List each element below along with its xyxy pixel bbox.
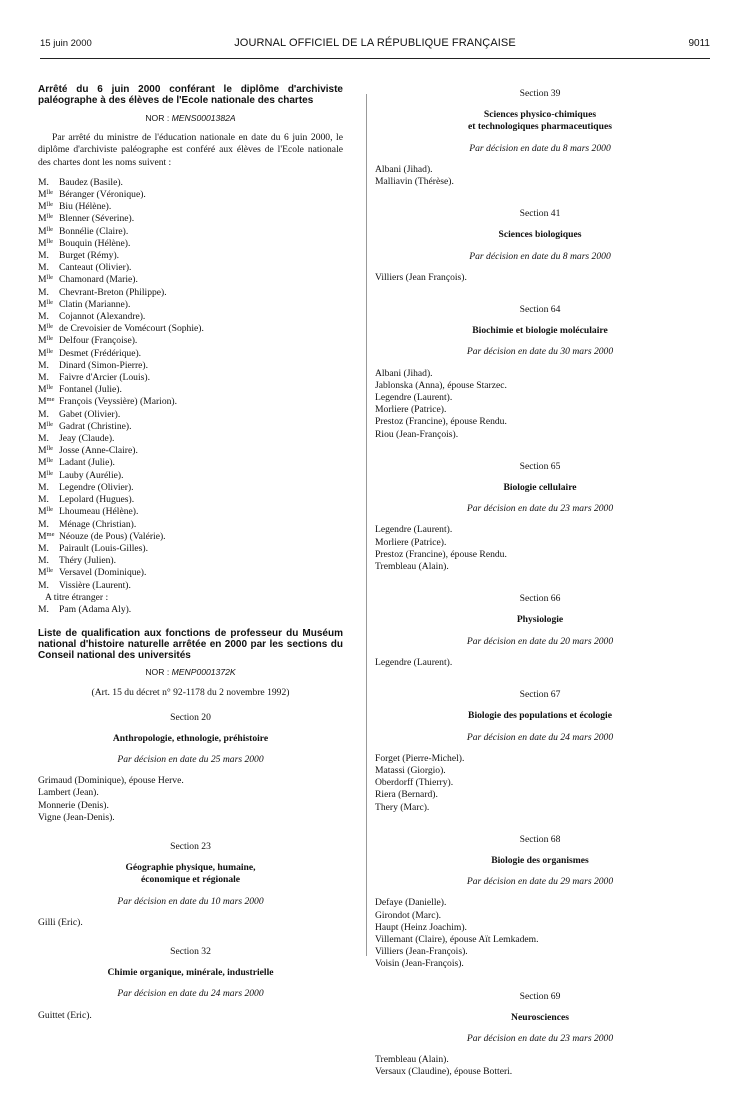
qualified-name: Monnerie (Denis). [38, 799, 109, 811]
civility: M. [38, 372, 49, 384]
laureate-item [38, 421, 343, 433]
qualified-list [375, 524, 705, 573]
discipline-title: Biologie des populations et écologie [468, 710, 612, 722]
nor-code: MENS0001382A [171, 113, 236, 123]
laureate-item [38, 311, 343, 323]
qualified-list [375, 657, 705, 669]
qualified-name: Malliavin (Thérèse). [375, 176, 454, 188]
decision-date: Par décision en date du 25 mars 2000 [117, 753, 264, 765]
laureate-item [38, 250, 343, 262]
laureate-name: Néouze (de Pous) (Valérie). [59, 530, 166, 542]
civility: $M^{lle}$ [38, 469, 54, 481]
laureate-item [38, 226, 343, 238]
qualified-name: Prestoz (Francine), épouse Rendu. [375, 548, 507, 560]
qualified-list [375, 272, 705, 284]
laureate-item [38, 274, 343, 286]
laureate-item [38, 433, 343, 445]
qualified-name: Trembleau (Alain). [375, 561, 449, 573]
civility: $M^{lle}$ [38, 323, 54, 335]
laureate-item [38, 519, 343, 531]
civility: M. [38, 518, 49, 530]
laureate-name: Josse (Anne-Claire). [59, 445, 138, 457]
laureate-item [38, 189, 343, 201]
qualified-name: Defaye (Danielle). [375, 897, 447, 909]
qualified-name: Matassi (Giorgio). [375, 764, 446, 776]
laureate-name: Burget (Rémy). [59, 250, 120, 262]
laureate-name: Lauby (Aurélie). [59, 469, 124, 481]
civility: $M^{lle}$ [38, 384, 54, 396]
discipline-title: Biologie cellulaire [503, 482, 577, 494]
header-date: 15 juin 2000 [40, 38, 92, 49]
civility: $M^{lle}$ [38, 457, 54, 469]
civility: $M^{me}$ [38, 396, 55, 408]
liste-heading: Liste de qualification aux fonctions de professeur du Muséum national d'histoire naturelle arrêtée en 2000 par les sections du Conseil national des universités [38, 628, 343, 662]
civility: $M^{lle}$ [38, 567, 54, 579]
decision-date: Par décision en date du 20 mars 2000 [466, 635, 614, 647]
civility: M. [38, 433, 49, 445]
qualified-name: Villiers (Jean François). [375, 271, 467, 283]
discipline-title: Anthropologie, ethnologie, préhistoire [112, 732, 269, 744]
section-block [375, 208, 705, 284]
arrete-intro: Par arrêté du ministre de l'éducation nationale en date du 6 juin 2000, le diplôme d'archiviste paléographe est conféré aux élèves de l'Ecole nationale des chartes dont les noms suivent : [38, 132, 343, 168]
right-column [375, 88, 705, 1099]
qualified-list [38, 917, 343, 929]
section-block [375, 88, 705, 188]
arrete-heading: Arrêté du 6 juin 2000 conférant le diplôme d'archiviste paléographe à des élèves de l'Ecole nationale des chartes [38, 84, 343, 106]
laureate-item [38, 396, 343, 408]
civility: $M^{lle}$ [38, 506, 54, 518]
decision-date: Par décision en date du 8 mars 2000 [469, 250, 611, 262]
laureate-name: François (Veyssière) (Marion). [59, 396, 178, 408]
qualified-name: Legendre (Laurent). [375, 656, 453, 668]
civility: M. [38, 494, 49, 506]
liste-nor [38, 666, 343, 678]
section-number: Section 41 [519, 208, 561, 220]
civility: $M^{lle}$ [38, 225, 54, 237]
section-number: Section 69 [519, 990, 561, 1002]
section-block [38, 712, 343, 824]
section-number: Section 20 [170, 711, 211, 723]
laureate-item [38, 262, 343, 274]
qualified-name: Legendre (Laurent). [375, 392, 453, 404]
civility: M. [38, 176, 49, 188]
civility-suffix: lle [46, 347, 54, 355]
left-column [38, 84, 343, 1039]
discipline-title: Chimie organique, minérale, industrielle [107, 967, 274, 979]
section-number: Section 23 [170, 840, 211, 852]
civility-suffix: lle [46, 567, 54, 575]
section-block [375, 834, 705, 971]
civility-suffix: lle [46, 298, 54, 306]
arrete-nor [38, 112, 343, 124]
qualified-name: Gilli (Eric). [38, 916, 83, 928]
header-rule [40, 58, 710, 59]
laureate-name: Bonnélie (Claire). [59, 225, 129, 237]
decision-date: Par décision en date du 23 mars 2000 [466, 503, 614, 515]
decision-date: Par décision en date du 24 mars 2000 [117, 988, 264, 1000]
qualified-name: Villemant (Claire), épouse Aït Lemkadem. [375, 933, 539, 945]
qualified-name: Girondot (Marc). [375, 909, 442, 921]
civility: M. [38, 262, 49, 274]
civility: M. [38, 286, 49, 298]
civility: $M^{lle}$ [38, 213, 54, 225]
discipline-title: Biochimie et biologie moléculaire [472, 325, 608, 337]
laureate-item [38, 287, 343, 299]
laureate-item [38, 567, 343, 579]
laureate-item [38, 506, 343, 518]
civility: $M^{me}$ [38, 530, 55, 542]
laureate-name: Bouquin (Hélène). [59, 237, 131, 249]
civility: M. [38, 579, 49, 591]
laureate-name: Chamonard (Marie). [59, 274, 138, 286]
discipline-title: Physiologie [516, 614, 564, 626]
laureate-item [38, 299, 343, 311]
qualified-name: Versaux (Claudine), épouse Botteri. [375, 1066, 513, 1078]
nor-label: NOR : [145, 667, 170, 678]
laureate-item [38, 360, 343, 372]
civility-suffix: lle [46, 213, 54, 221]
laureate-name: Canteaut (Olivier). [59, 262, 132, 274]
laureate-item [38, 238, 343, 250]
laureate-name: Lhoumeau (Hélène). [59, 506, 139, 518]
qualified-list [375, 368, 705, 441]
discipline-title: Neurosciences [511, 1011, 569, 1023]
qualified-name: Voisin (Jean-François). [375, 958, 464, 970]
discipline-title: économique et régionale [140, 874, 241, 886]
laureate-name: Baudez (Basile). [59, 176, 123, 188]
qualified-name: Morliere (Patrice). [375, 536, 447, 548]
civility: $M^{lle}$ [38, 274, 54, 286]
foreign-label: A titre étranger : [45, 591, 109, 603]
civility: $M^{lle}$ [38, 201, 54, 213]
qualified-list [375, 897, 705, 970]
laureate-item [38, 470, 343, 482]
page-number: 9011 [688, 38, 710, 49]
civility-suffix: lle [46, 445, 54, 453]
laureate-item [38, 348, 343, 360]
qualified-name: Thery (Marc). [375, 801, 430, 813]
section-number: Section 39 [519, 88, 561, 99]
decision-date: Par décision en date du 23 mars 2000 [466, 1032, 614, 1044]
section-number: Section 67 [519, 689, 561, 701]
civility-suffix: lle [46, 201, 54, 209]
laureate-name: Ménage (Christian). [59, 518, 137, 530]
laureate-name: Cojannot (Alexandre). [59, 311, 146, 323]
page-header [40, 36, 710, 54]
civility-suffix: me [46, 530, 55, 538]
civility: M. [38, 250, 49, 262]
qualified-name: Forget (Pierre-Michel). [375, 752, 465, 764]
qualified-name: Riera (Bernard). [375, 789, 438, 801]
laureate-item [38, 457, 343, 469]
civility: M. [38, 542, 49, 554]
civility-suffix: lle [46, 189, 54, 197]
qualified-name: Albani (Jihad). [375, 367, 433, 379]
sections-left [38, 712, 343, 1022]
discipline-title: et technologiques pharmaceutiques [468, 121, 612, 133]
section-number: Section 32 [170, 945, 211, 957]
decision-date: Par décision en date du 8 mars 2000 [469, 142, 611, 154]
laureate-name: Biu (Hélène). [59, 201, 112, 213]
civility-suffix: lle [46, 506, 54, 514]
section-block [38, 946, 343, 1022]
civility: M. [38, 311, 49, 323]
nor-code: MENP0001372K [171, 667, 236, 678]
qualified-name: Guittet (Eric). [38, 1009, 92, 1021]
discipline-title: Biologie des organismes [491, 854, 589, 866]
laureate-item [38, 335, 343, 347]
laureate-name: Chevrant-Breton (Philippe). [59, 286, 167, 298]
civility: M. [38, 408, 49, 420]
laureate-name: Béranger (Véronique). [59, 189, 146, 201]
civility: $M^{lle}$ [38, 335, 54, 347]
laureate-item [38, 580, 343, 592]
section-number: Section 65 [519, 460, 561, 472]
civility: $M^{lle}$ [38, 347, 54, 359]
qualified-name: Prestoz (Francine), épouse Rendu. [375, 416, 507, 428]
laureate-item [38, 409, 343, 421]
laureate-name: Lepolard (Hugues). [59, 494, 135, 506]
qualified-name: Albani (Jihad). [375, 163, 433, 175]
civility-suffix: lle [46, 225, 54, 233]
decision-date: Par décision en date du 29 mars 2000 [466, 876, 614, 888]
laureate-name: Delfour (Françoise). [59, 335, 138, 347]
laureate-name: Pairault (Louis-Gilles). [59, 542, 148, 554]
civility: $M^{lle}$ [38, 445, 54, 457]
laureate-name: Faivre d'Arcier (Louis). [59, 372, 150, 384]
discipline-title: Sciences biologiques [498, 229, 582, 241]
laureate-item [38, 494, 343, 506]
laureate-name: Ladant (Julie). [59, 457, 115, 469]
laureate-item [38, 604, 343, 616]
laureate-name: Versavel (Dominique). [59, 567, 147, 579]
qualified-name: Haupt (Heinz Joachim). [375, 921, 467, 933]
nor-label: NOR : [145, 113, 170, 123]
qualified-name: Riou (Jean-François). [375, 428, 459, 440]
foreign-laureate-list [38, 604, 343, 616]
civility: M. [38, 555, 49, 567]
civility: $M^{lle}$ [38, 237, 54, 249]
column-divider [366, 94, 367, 956]
laureate-item [38, 445, 343, 457]
qualified-name: Vigne (Jean-Denis). [38, 811, 115, 823]
section-block [375, 304, 705, 441]
laureate-item [38, 543, 343, 555]
laureate-item [38, 555, 343, 567]
laureate-name: Clatin (Marianne). [59, 298, 131, 310]
civility-suffix: lle [46, 384, 54, 392]
civility-suffix: lle [46, 274, 54, 282]
civility: M. [38, 603, 49, 615]
laureate-name: Fontanel (Julie). [59, 384, 122, 396]
qualified-name: Lambert (Jean). [38, 787, 99, 799]
qualified-name: Jablonska (Anna), épouse Starzec. [375, 379, 507, 391]
laureate-name: Jeay (Claude). [59, 433, 115, 445]
civility-suffix: me [46, 396, 55, 404]
civility-suffix: lle [46, 335, 54, 343]
laureate-list [38, 177, 343, 592]
qualified-name: Morliere (Patrice). [375, 404, 447, 416]
laureate-name: Dinard (Simon-Pierre). [59, 359, 148, 371]
qualified-list [375, 164, 705, 188]
decision-date: Par décision en date du 10 mars 2000 [117, 895, 264, 907]
civility-suffix: lle [46, 237, 54, 245]
qualified-list [375, 1054, 705, 1078]
discipline-title: Géographie physique, humaine, [125, 862, 256, 874]
section-number: Section 64 [519, 304, 561, 316]
decision-date: Par décision en date du 30 mars 2000 [466, 346, 614, 358]
laureate-name: Desmet (Frédérique). [59, 347, 142, 359]
laureate-name: Blenner (Séverine). [59, 213, 135, 225]
laureate-name: Legendre (Olivier). [59, 481, 134, 493]
qualified-name: Trembleau (Alain). [375, 1054, 449, 1066]
laureate-item [38, 531, 343, 543]
journal-title: JOURNAL OFFICIEL DE LA RÉPUBLIQUE FRANÇAISE [234, 37, 516, 49]
laureate-name: Pam (Adama Aly). [59, 603, 132, 615]
laureate-name: Gadrat (Christine). [59, 420, 132, 432]
laureate-item [38, 384, 343, 396]
civility: $M^{lle}$ [38, 298, 54, 310]
qualified-name: Villiers (Jean-François). [375, 946, 468, 958]
civility-suffix: lle [46, 323, 54, 331]
qualified-list [38, 775, 343, 824]
qualified-name: Oberdorff (Thierry). [375, 777, 454, 789]
laureate-name: Vissière (Laurent). [59, 579, 131, 591]
section-block [375, 593, 705, 669]
qualified-list [38, 1010, 343, 1022]
laureate-item [38, 201, 343, 213]
civility: M. [38, 359, 49, 371]
section-block [375, 991, 705, 1079]
section-block [375, 689, 705, 814]
qualified-name: Legendre (Laurent). [375, 524, 453, 536]
civility-suffix: lle [46, 469, 54, 477]
civility: M. [38, 481, 49, 493]
laureate-item [38, 482, 343, 494]
civility-suffix: lle [46, 420, 54, 428]
laureate-name: Gabet (Olivier). [59, 408, 121, 420]
sections-right [375, 88, 705, 1079]
decree-reference: (Art. 15 du décret n° 92-1178 du 2 novembre 1992) [91, 687, 290, 699]
laureate-item [38, 177, 343, 189]
laureate-item [38, 213, 343, 225]
decision-date: Par décision en date du 24 mars 2000 [466, 731, 614, 743]
laureate-name: Théry (Julien). [59, 555, 117, 567]
discipline-title: Sciences physico-chimiques [483, 109, 597, 121]
qualified-name: Grimaud (Dominique), épouse Herve. [38, 775, 184, 787]
civility: $M^{lle}$ [38, 189, 54, 201]
section-number: Section 68 [519, 833, 561, 845]
laureate-item [38, 323, 343, 335]
section-block [38, 841, 343, 929]
laureate-name: de Crevoisier de Vomécourt (Sophie). [59, 323, 204, 335]
civility-suffix: lle [46, 457, 54, 465]
laureate-item [38, 372, 343, 384]
section-number: Section 66 [519, 593, 561, 605]
section-block [375, 461, 705, 573]
civility: $M^{lle}$ [38, 420, 54, 432]
qualified-list [375, 753, 705, 814]
